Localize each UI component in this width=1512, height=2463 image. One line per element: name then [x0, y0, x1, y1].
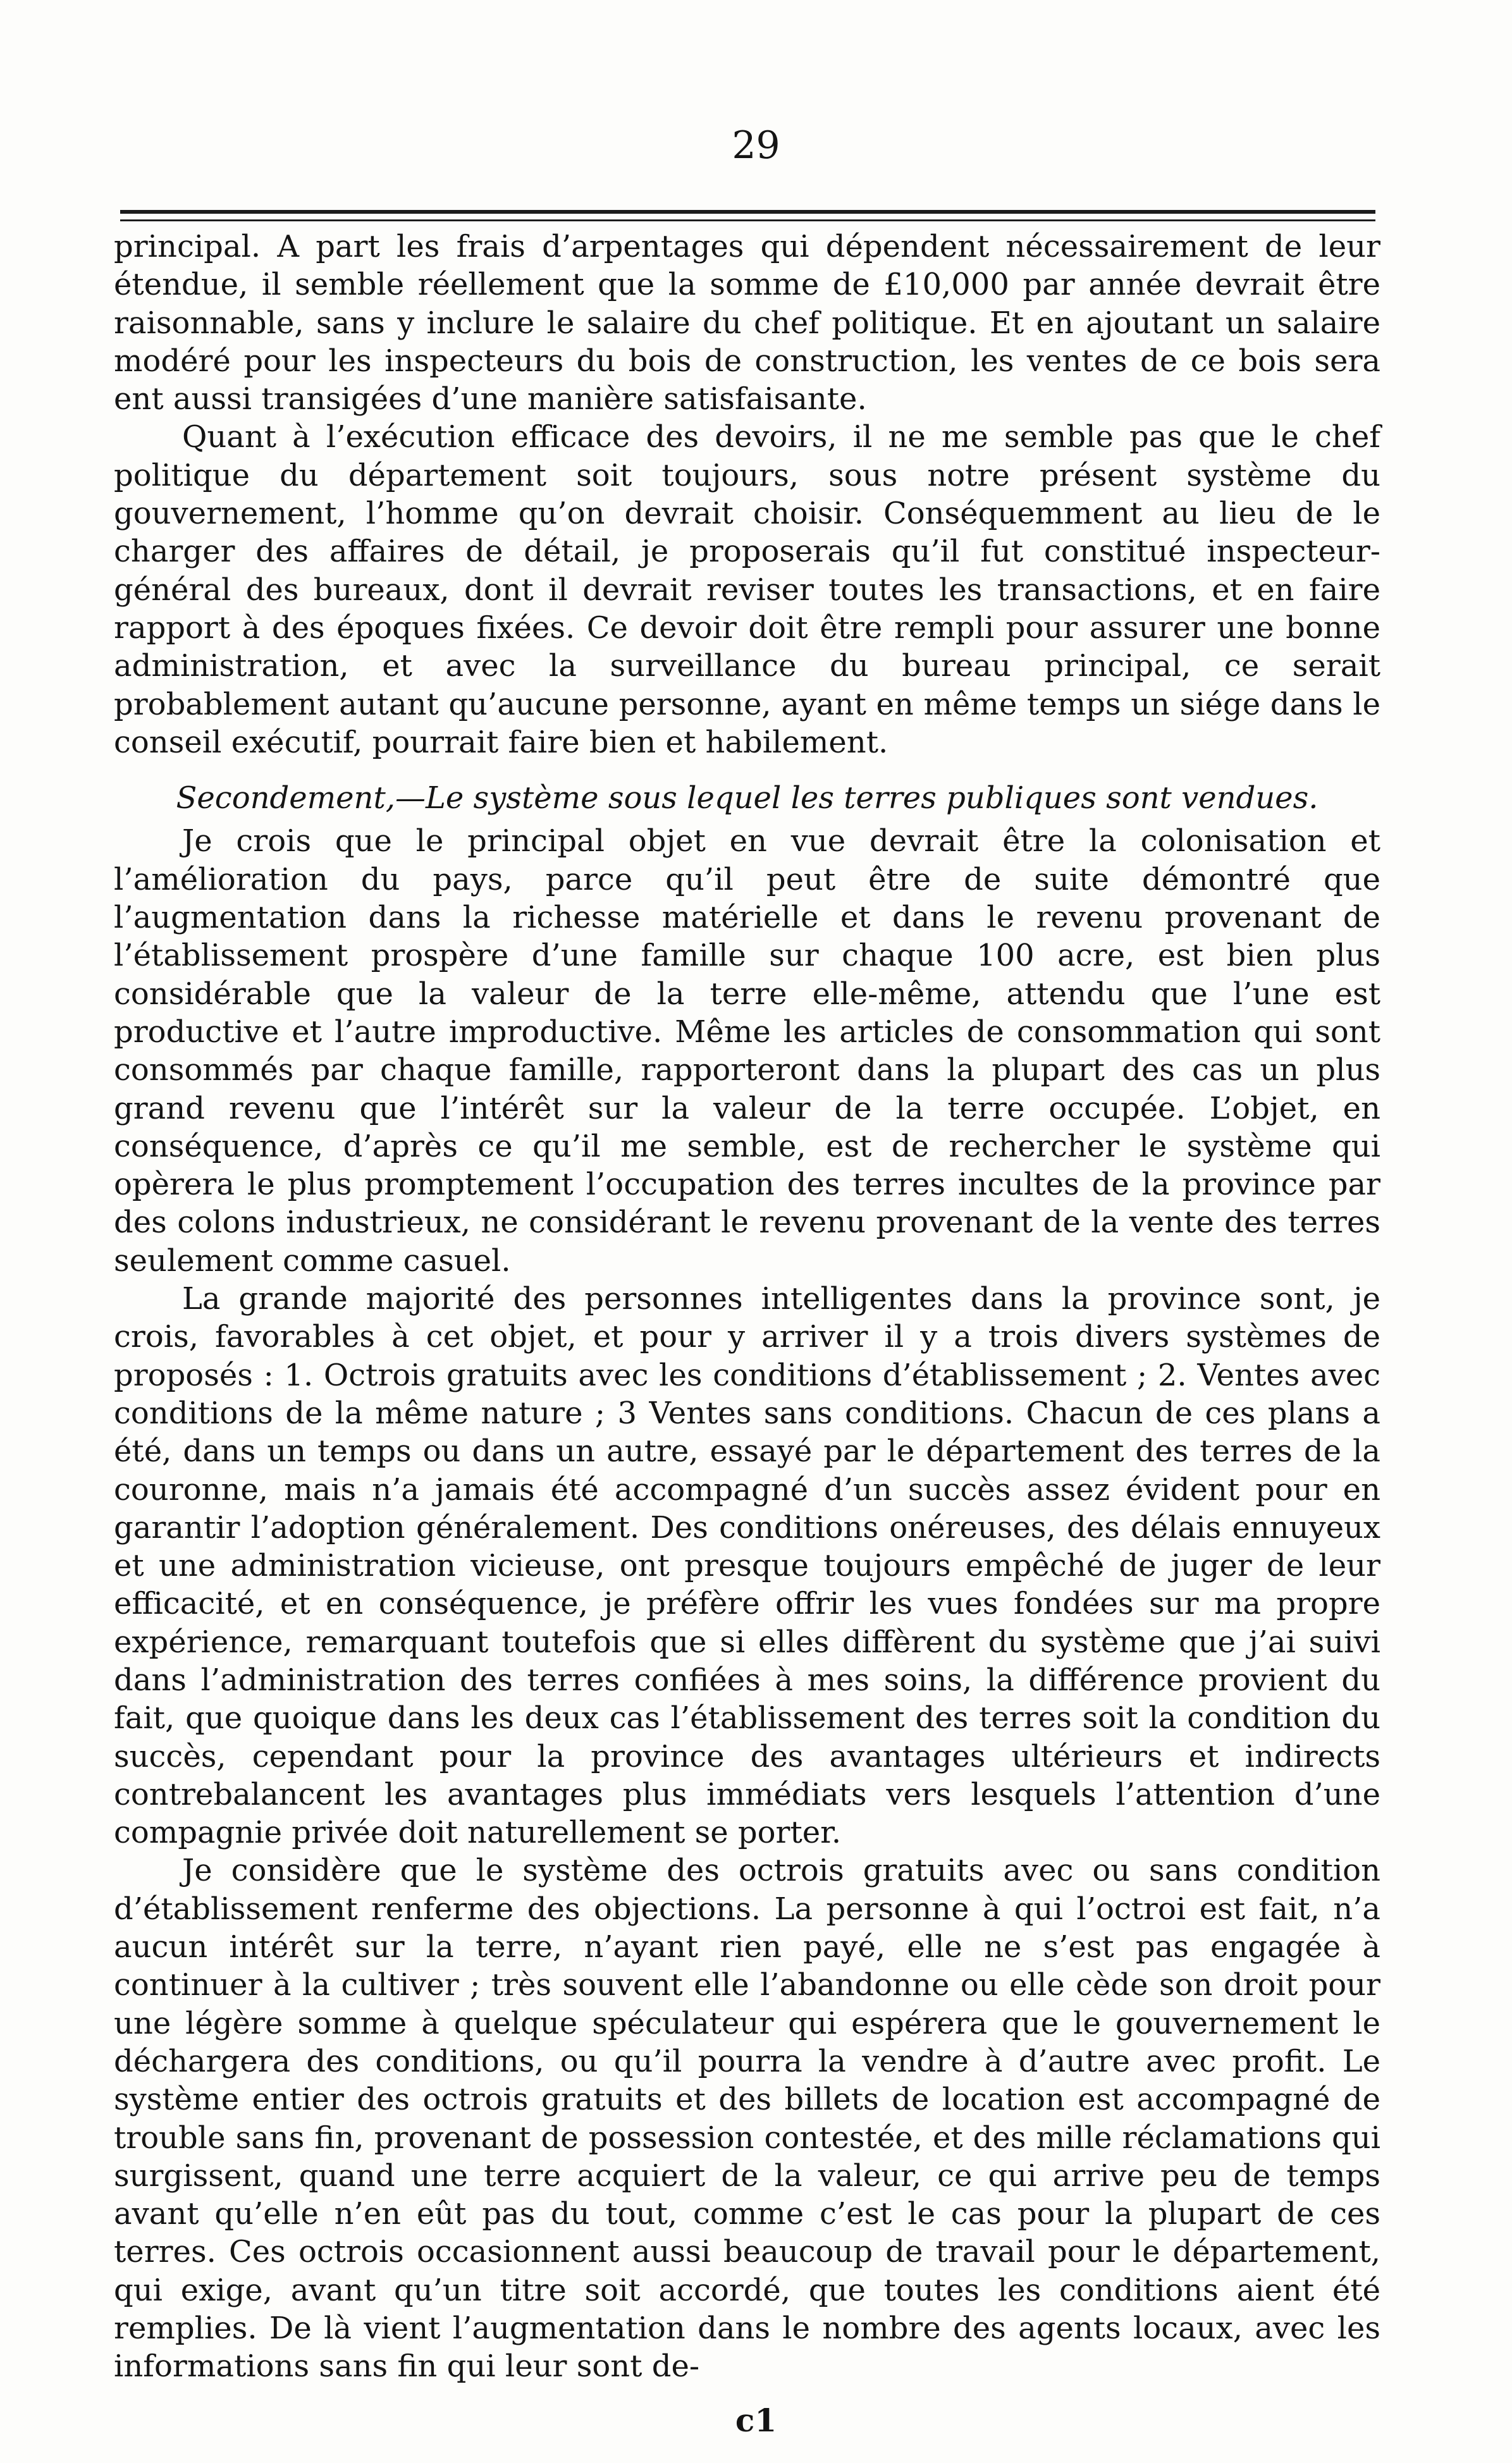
- paragraph-continuation: principal. A part les frais d’arpentages qui dépendent nécessairement de leur étendue, il semble réellement que la somme de £10,000 par année devrait être raisonnable, sans y inclure le salaire du chef politique. Et en ajoutant un salaire modéré pour les inspecteurs du bois de construction, les ventes de ce bois sera ent aussi transigées d’une manière satisfaisante.: [114, 229, 1380, 417]
- signature-mark: c1: [735, 2402, 777, 2439]
- header-rule-thin: [120, 219, 1375, 221]
- section-heading: Secondement,—Le système sous lequel les terres publiques sont vendues.: [176, 780, 1318, 816]
- body-text: [114, 228, 1380, 2386]
- page-number: 29: [732, 123, 780, 168]
- paragraph-octrois: Je considère que le système des octrois gratuits avec ou sans condition d’établissement renferme des objections. La personne à qui l’octroi est fait, n’a aucun intérêt sur la terre, n’ayant rien payé, elle ne s’est pas engagée à continuer à la cultiver ; très souvent elle l’abandonne ou elle cède son droit pour une légère somme à quelque spéculateur qui espérera que le gouvernement le déchargera des conditions, ou qu’il pourra la vendre à d’autre avec profit. Le système entier des octrois gratuits et des billets de location est accompagné de trouble sans fin, provenant de possession contestée, et des mille réclamations qui surgissent, quand une terre acquiert de la valeur, ce qui arrive peu de temps avant qu’elle n’en eût pas du tout, comme c’est le cas pour la plupart de ces terres. Ces octrois occasionnent aussi beaucoup de travail pour le département, qui exige, avant qu’un titre soit accordé, que toutes les conditions aient été remplies. De là vient l’augmentation dans le nombre des agents locaux, avec les informations sans fin qui leur sont de-: [114, 1853, 1380, 2385]
- header-rule-thick: [120, 210, 1375, 214]
- paragraph-chef-politique: Quant à l’exécution efficace des devoirs, il ne me semble pas que le chef politique du département soit toujours, sous notre présent système du gouvernement, l’homme qu’on devrait choisir. Conséquemment au lieu de le charger des affaires de détail, je proposerais qu’il fut constitué inspecteur-général des bureaux, dont il devrait reviser toutes les transactions, et en faire rapport à des époques fixées. Ce devoir doit être rempli pour assurer une bonne administration, et avec la surveillance du bureau principal, ce serait probablement autant qu’aucune personne, ayant en même temps un siége dans le conseil exécutif, pourrait faire bien et habilement.: [114, 419, 1380, 760]
- paragraph-colonisation: Je crois que le principal objet en vue devrait être la colonisation et l’amélioration du pays, parce qu’il peut être de suite démontré que l’augmentation dans la richesse matérielle et dans le revenu provenant de l’établissement prospère d’une famille sur chaque 100 acre, est bien plus considérable que la valeur de la terre elle-même, attendu que l’une est productive et l’autre improductive. Même les articles de consommation qui sont consommés par chaque famille, rapporteront dans la plupart des cas un plus grand revenu que l’intérêt sur la valeur de la terre occupée. L’objet, en conséquence, d’après ce qu’il me semble, est de rechercher le système qui opèrera le plus promptement l’occupation des terres incultes de la province par des colons industrieux, ne considérant le revenu provenant de la vente des terres seulement comme casuel.: [114, 823, 1380, 1279]
- paragraph-systemes: La grande majorité des personnes intelligentes dans la province sont, je crois, favorables à cet objet, et pour y arriver il y a trois divers systèmes de proposés : 1. Octrois gratuits avec les conditions d’établissement ; 2. Ventes avec conditions de la même nature ; 3 Ventes sans conditions. Chacun de ces plans a été, dans un temps ou dans un autre, essayé par le département des terres de la couronne, mais n’a jamais été accompagné d’un succès assez évident pour en garantir l’adoption généralement. Des conditions onéreuses, des délais ennuyeux et une administration vicieuse, ont presque toujours empêché de juger de leur efficacité, et en conséquence, je préfère offrir les vues fondées sur ma propre expérience, remarquant toutefois que si elles diffèrent du système que j’ai suivi dans l’administration des terres confiées à mes soins, la différence provient du fait, que quoique dans les deux cas l’établissement des terres soit la condition du succès, cependant pour la province des avantages ultérieurs et indirects contrebalancent les avantages plus immédiats vers lesquels l’attention d’une compagnie privée doit naturellement se porter.: [114, 1281, 1380, 1851]
